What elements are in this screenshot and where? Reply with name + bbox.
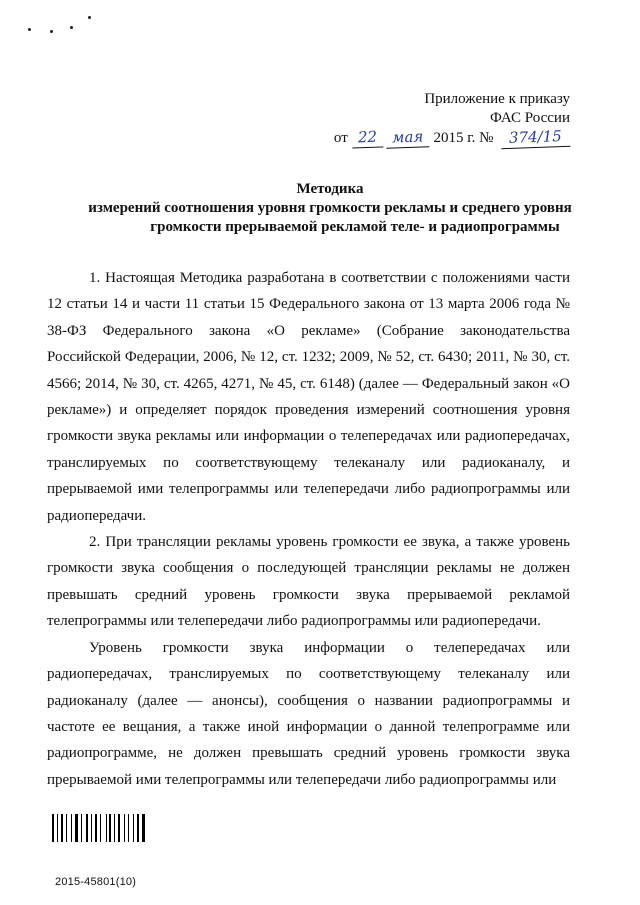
barcode-bar: [83, 814, 85, 842]
scan-marks: [28, 14, 108, 44]
document-body: [47, 265, 570, 793]
title-subtitle-line-1: измерений соотношения уровня громкости рекламы и среднего уровня: [88, 200, 572, 216]
barcode-bar: [57, 814, 58, 842]
barcode-bar: [52, 814, 54, 842]
barcode-bar: [86, 814, 88, 842]
appendix-line-2: ФАС России: [490, 110, 570, 126]
barcode-bar: [135, 814, 136, 842]
barcode: [52, 814, 148, 842]
barcode-bar: [146, 814, 147, 842]
barcode-bar: [68, 814, 70, 842]
handwritten-order-number: 374/15: [501, 127, 570, 149]
barcode-bar: [66, 814, 67, 842]
from-prefix: от: [333, 130, 348, 146]
barcode-bar: [124, 814, 125, 842]
barcode-bar: [112, 814, 113, 842]
barcode-bar: [130, 814, 132, 842]
title-subtitle-line-2: громкости прерываемой рекламой теле- и радиопрограммы: [150, 219, 560, 235]
handwritten-month: мая: [386, 127, 430, 148]
barcode-bar: [133, 814, 134, 842]
barcode-bar: [55, 814, 56, 842]
paragraph-3: Уровень громкости звука информации о телепередачах или радиопередачах, транслируемых по соответствующему телеканалу или радиоканалу (далее — анонсы), сообщения о названии радиопрограммы и частоте ее вещания, а также иной информации о данной телепрограмме или радиопрограмме, не должен превышать средний уровень громкости звука прерываемой ими телепрограммы или телепередачи либо радиопрограммы или: [47, 639, 570, 788]
document-title: [40, 180, 620, 237]
barcode-bar: [121, 814, 123, 842]
barcode-bar: [109, 814, 111, 842]
barcode-bar: [114, 814, 115, 842]
barcode-bar: [126, 814, 127, 842]
document-code: 2015-45801(10): [55, 876, 137, 888]
barcode-bar: [116, 814, 117, 842]
barcode-bar: [73, 814, 74, 842]
appendix-line-1: Приложение к приказу: [424, 91, 570, 107]
barcode-bar: [75, 814, 78, 842]
barcode-bar: [61, 814, 63, 842]
paragraph-1: 1. Настоящая Методика разработана в соответствии с положениями части 12 статьи 14 и части 11 статьи 15 Федерального закона от 13 марта 2006 года № 38-ФЗ Федерального закона «О рекламе» (Собрание законодательства Российской Федерации, 2006, № 12, ст. 1232; 2009, № 52, ст. 6430; 2011, № 30, ст. 4566; 2014, № 30, ст. 4265, 4271, № 45, ст. 6148) (далее — Федеральный закон «О рекламе») и определяет порядок проведения измерений соотношения уровня громкости звука рекламы или информации о телепередачах или радиопередачах, транслируемых по соответствующему телеканалу или радиоканалу, и прерываемой ими телепрограммы или телепередачи либо радиопрограммы или радиопередачи.: [47, 270, 570, 524]
barcode-bar: [107, 814, 108, 842]
barcode-bar: [118, 814, 120, 842]
barcode-bar: [81, 814, 82, 842]
barcode-bar: [64, 814, 65, 842]
barcode-bar: [106, 814, 107, 842]
barcode-bar: [142, 814, 145, 842]
barcode-bar: [100, 814, 101, 842]
barcode-bar: [102, 814, 105, 842]
barcode-bar: [140, 814, 141, 842]
barcode-bar: [59, 814, 60, 842]
barcode-bar: [89, 814, 90, 842]
handwritten-day: 22: [351, 127, 383, 148]
paragraph-2: 2. При трансляции рекламы уровень громкости ее звука, а также уровень громкости звука сообщения о последующей трансляции рекламы не должен превышать средний уровень громкости звука прерываемой рекламой телепрограммы или телепередачи либо радиопрограммы или радиопередачи.: [47, 534, 570, 630]
barcode-bar: [137, 814, 139, 842]
barcode-bar: [93, 814, 94, 842]
barcode-bar: [95, 814, 97, 842]
barcode-bar: [79, 814, 80, 842]
appendix-header: [320, 90, 570, 148]
barcode-bar: [98, 814, 99, 842]
barcode-bar: [71, 814, 72, 842]
title-heading: Методика: [296, 181, 364, 197]
order-date-line: [320, 128, 570, 148]
barcode-bar: [91, 814, 92, 842]
barcode-bar: [128, 814, 129, 842]
year-text: 2015 г. №: [433, 130, 494, 146]
